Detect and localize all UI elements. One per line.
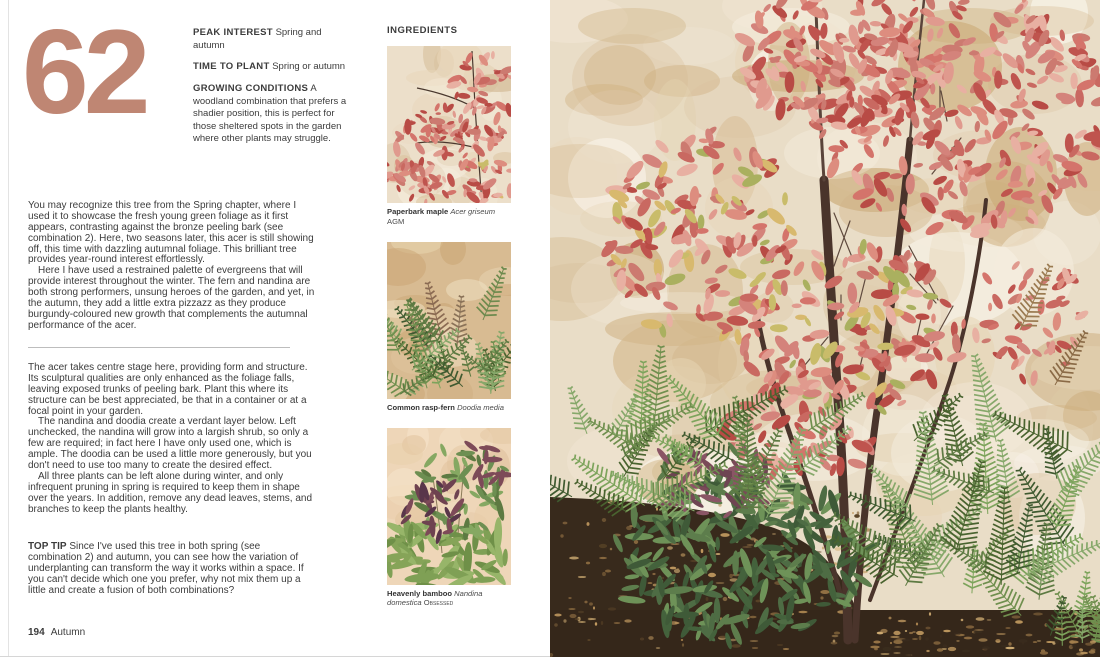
- common-name: Paperbark maple: [387, 207, 449, 216]
- heavenly-bamboo-caption: [387, 589, 511, 609]
- growing-conditions-label: GROWING CONDITIONS: [193, 82, 309, 94]
- ingredient-heavenly-bamboo: [387, 428, 511, 609]
- body-text-block-2: [28, 363, 316, 515]
- ingredient-rasp-fern: [387, 242, 511, 413]
- combination-number: 62: [22, 5, 146, 139]
- peak-interest-label: PEAK INTEREST: [193, 27, 273, 38]
- common-name: Heavenly bamboo: [387, 588, 452, 598]
- time-to-plant-label: TIME TO PLANT: [193, 61, 270, 73]
- time-to-plant-value: Spring or autumn: [272, 61, 346, 73]
- section-name: Autumn: [50, 627, 86, 638]
- body-paragraph: Here I have used a restrained palette of evergreens that will provide interest throughout the winter. The fern and nandina are both strong performers, unsung heroes of the garden, and yet, in the autumn, they add a little extra pizzazz as they produce burgundy-coloured new growth that complements the autumnal performance of the acer.: [28, 265, 315, 331]
- main-photo: [550, 0, 1100, 657]
- paperbark-maple-photo: [387, 46, 511, 203]
- main-photo-svg: [550, 0, 1100, 657]
- latin-name: Doodia media: [457, 402, 504, 412]
- ingredient-paperbark-maple: [387, 46, 511, 227]
- page-number: 194: [28, 627, 45, 638]
- name-suffix: Obsessed: [423, 598, 454, 608]
- name-suffix: AGM: [387, 216, 405, 226]
- growing-conditions: [193, 83, 347, 146]
- top-tip: [28, 542, 316, 596]
- body-paragraph: All three plants can be left alone during winter, and only infrequent pruning in spring is required to keep them in shape over the years. In addition, remove any dead leaves, stems, and branches to keep the plants healthy.: [28, 470, 313, 515]
- peak-interest-value: Spring and autumn: [193, 27, 322, 51]
- page-footer: [28, 627, 85, 638]
- body-paragraph: The acer takes centre stage here, providing form and structure. Its sculptural qualities are only enhanced as the foliage falls, leaving exposed trunks of peeling bark. Plant this where its structure can be best appreciated, be that in a container or at a focal point in your garden.: [28, 362, 308, 417]
- latin-name: Nandina domestica: [387, 588, 483, 608]
- body-text-block-1: [28, 201, 316, 332]
- peak-interest: [193, 27, 347, 52]
- paperbark-maple-caption: [387, 207, 511, 227]
- latin-name: Acer griseum: [450, 207, 496, 216]
- top-tip-paragraph: [28, 542, 316, 596]
- body-paragraph: The nandina and doodia create a verdant layer below. Left unchecked, the nandina will grow into a largish shrub, so only a few are required; in fact here I have only used one, which is ample. The doodia can be used a little more generously, but you don't need to use too many to create the desired effect.: [28, 416, 312, 472]
- rasp-fern-photo: [387, 242, 511, 399]
- common-name: Common rasp-fern: [387, 402, 455, 412]
- rasp-fern-caption: [387, 403, 511, 413]
- heavenly-bamboo-photo: [387, 428, 511, 585]
- top-tip-label: TOP TIP: [28, 541, 67, 552]
- page-edge-line: [8, 0, 9, 657]
- growing-conditions-value: A woodland combination that prefers a shadier position, this is perfect for those sheltered spots in the garden where other plants may struggle.: [193, 82, 347, 145]
- top-tip-value: Since I've used this tree in both spring (see combination 2) and autumn, you can see how the variation of underplanting can transform the way it works within a space. If you can't decide which one you prefer, why not mix them up a little and create a fusion of both combinations?: [28, 541, 304, 596]
- info-column: [193, 27, 347, 155]
- ingredients-header: INGREDIENTS: [387, 25, 458, 36]
- section-divider: [28, 347, 290, 348]
- body-paragraph: You may recognize this tree from the Spring chapter, where I used it to showcase the fresh young green foliage as it first appears, contrasting against the bronze peeling bark (see combination 2). Here, two seasons later, this acer is still showing off, this time with dazzling autumnal foliage. This brilliant tree provides year-round interest effortlessly.: [28, 200, 314, 266]
- time-to-plant: [193, 61, 347, 74]
- ingredients-column: [387, 25, 511, 623]
